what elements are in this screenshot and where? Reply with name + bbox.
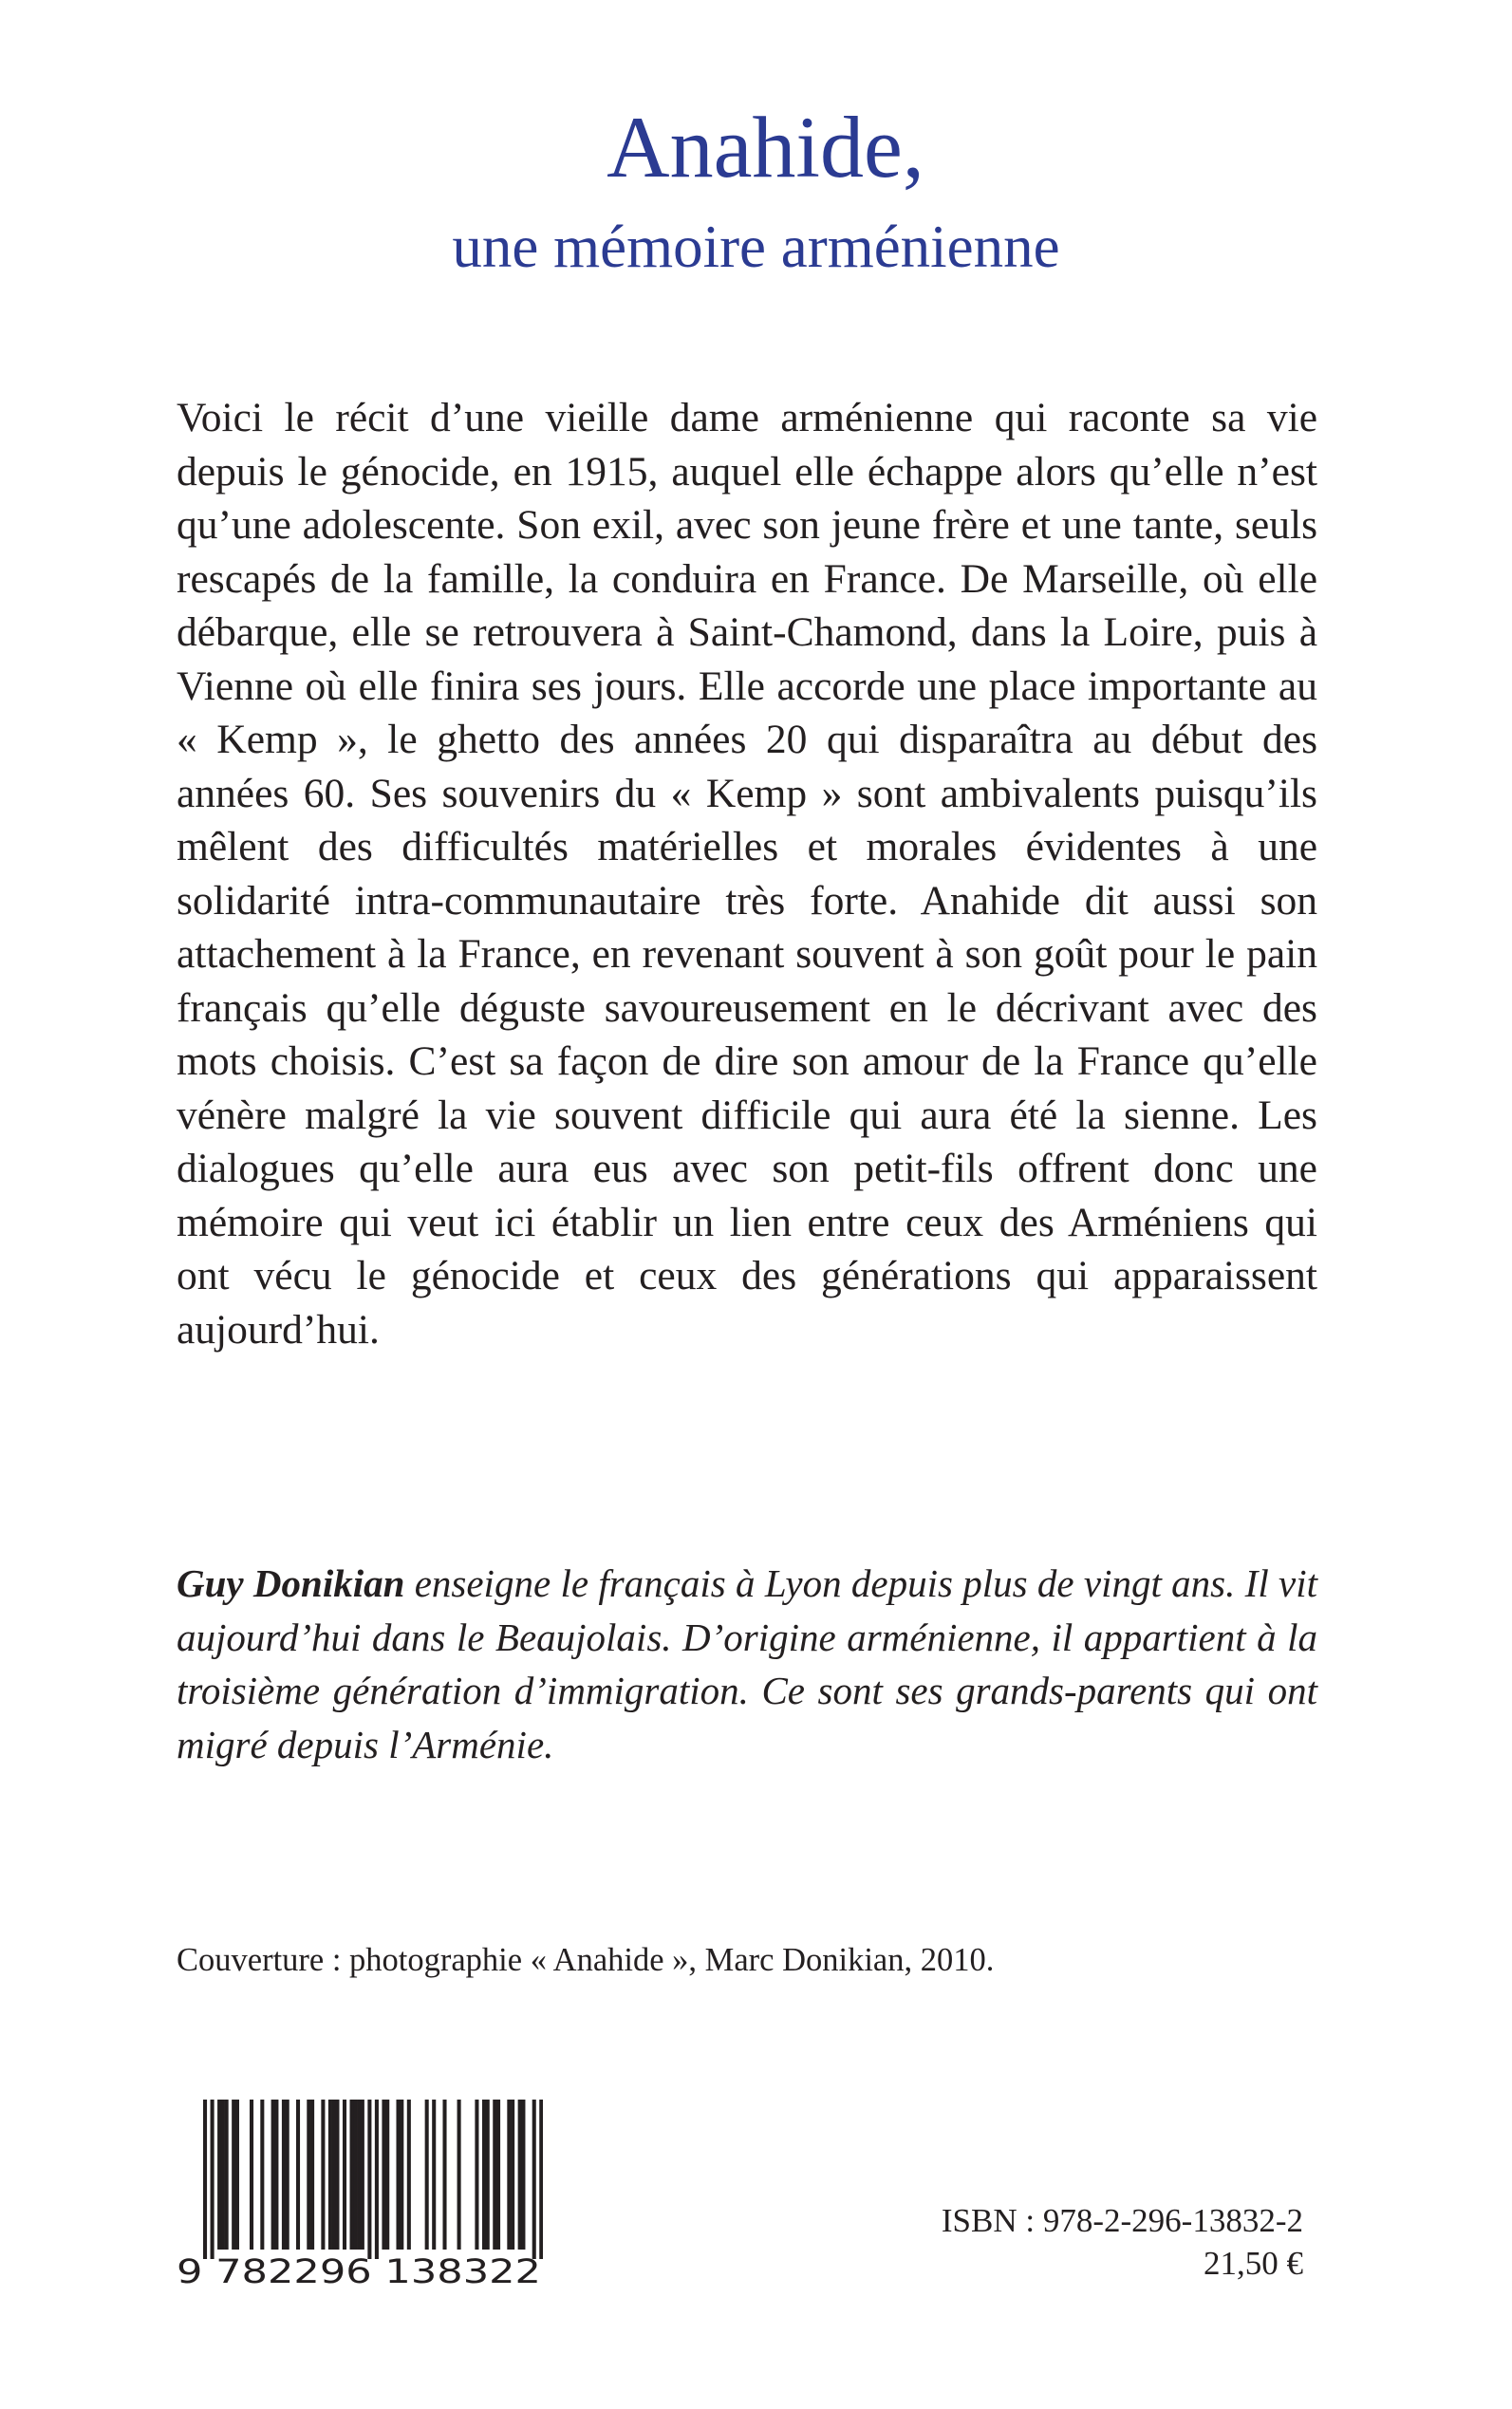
author-bio (177, 1557, 1317, 1771)
barcode-image (177, 2100, 543, 2288)
barcode-bar (486, 2100, 490, 2250)
barcode-bar (493, 2100, 496, 2250)
summary-paragraph: Voici le récit d’une vieille dame arménienne qui raconte sa vie depuis le génocide, en 1915, auquel elle échappe alors qu’elle n’est qu’une adolescente. Son exil, avec son jeune frère et une tante, seuls rescapés de la famille, la conduira en France. De Marseille, où elle débarque, elle se retrouvera à Saint-Chamond, dans la Loire, puis à Vienne où elle finira ses jours. Elle accorde une place importante au « Kemp », le ghetto des années 20 qui disparaîtra au début des années 60. Ses souvenirs du « Kemp » sont ambivalents puisqu’ils mêlent des difficultés matérielles et morales évidentes à une solidarité intra-communautaire très forte. Anahide dit aussi son attachement à la France, en revenant souvent à son goût pour le pain français qu’elle déguste savoureusement en le décrivant avec des mots choisis. C’est sa façon de dire son amour de la France qu’elle vénère malgré la vie souvent difficile qui aura été la sienne. Les dialogues qu’elle aura eus avec son petit-fils offrent donc une mémoire qui veut ici établir un lien entre ceux des Arméniens qui ont vécu le génocide et ceux des générations qui apparaissent aujourd’hui. (177, 395, 1317, 1353)
book-title: Anahide, (607, 99, 924, 196)
author-bio-text: enseigne le français à Lyon depuis plus de vingt ans. Il vit aujourd’hui dans le Beaujolais. D’origine arménienne, il appartient à la troisième génération d’immigration. Ce sont ses grands-parents qui ont migré depuis l’Arménie. (177, 1561, 1317, 1766)
barcode-bar (328, 2100, 332, 2250)
barcode-bar (532, 2100, 536, 2259)
barcode-bar (400, 2100, 403, 2250)
barcode-bar (321, 2100, 325, 2250)
barcode-bar (442, 2100, 446, 2250)
barcode-bar (496, 2100, 500, 2250)
barcode-bar (511, 2100, 514, 2250)
book-subtitle: une mémoire arménienne (452, 214, 1060, 280)
barcode-bar (350, 2100, 354, 2250)
barcode-bar (250, 2100, 253, 2250)
barcode-bar (385, 2100, 389, 2250)
barcode-bar (296, 2100, 300, 2250)
isbn-block (942, 2199, 1303, 2285)
barcode-bar (343, 2100, 346, 2250)
barcode-bar (260, 2100, 264, 2250)
barcode-bar (274, 2100, 278, 2250)
barcode-bar (518, 2100, 522, 2250)
barcode-bar (521, 2100, 525, 2250)
barcode-bar (221, 2100, 225, 2250)
barcode-bar (225, 2100, 229, 2250)
barcode-bar (396, 2100, 400, 2250)
barcode-bar (307, 2100, 310, 2250)
barcode-bar (367, 2100, 371, 2259)
author-name: Guy Donikian (177, 1561, 405, 1605)
cover-credit: Couverture : photographie « Anahide », Marc Donikian, 2010. (177, 1942, 995, 1978)
price: 21,50 € (1204, 2245, 1303, 2282)
barcode-bar (407, 2100, 411, 2250)
barcode-bar (425, 2100, 429, 2250)
barcode-bar (332, 2100, 336, 2250)
barcode-bar (475, 2100, 478, 2250)
barcode-bar (310, 2100, 314, 2250)
barcode-bar (507, 2100, 511, 2250)
barcode-bar (211, 2100, 215, 2259)
isbn-number: ISBN : 978-2-296-13832-2 (941, 2202, 1303, 2239)
barcode-bar (282, 2100, 286, 2250)
barcode-bar (335, 2100, 339, 2250)
barcode-bar (432, 2100, 436, 2250)
barcode (177, 2100, 543, 2288)
barcode-bar (357, 2100, 361, 2250)
barcode-bar (539, 2100, 543, 2259)
barcode-bar (361, 2100, 364, 2250)
barcode-bar (235, 2100, 239, 2250)
barcode-bar (217, 2100, 221, 2250)
barcode-bar (286, 2100, 289, 2250)
barcode-bar (375, 2100, 379, 2259)
barcode-bar (353, 2100, 357, 2250)
barcode-bar (482, 2100, 486, 2250)
barcode-bar (382, 2100, 385, 2250)
barcode-bar (232, 2100, 235, 2250)
barcode-digits: 9 782296 138322 (177, 2253, 541, 2288)
barcode-bar (457, 2100, 461, 2250)
barcode-bar (203, 2100, 207, 2259)
barcode-bars (203, 2100, 543, 2259)
barcode-bar (271, 2100, 275, 2250)
